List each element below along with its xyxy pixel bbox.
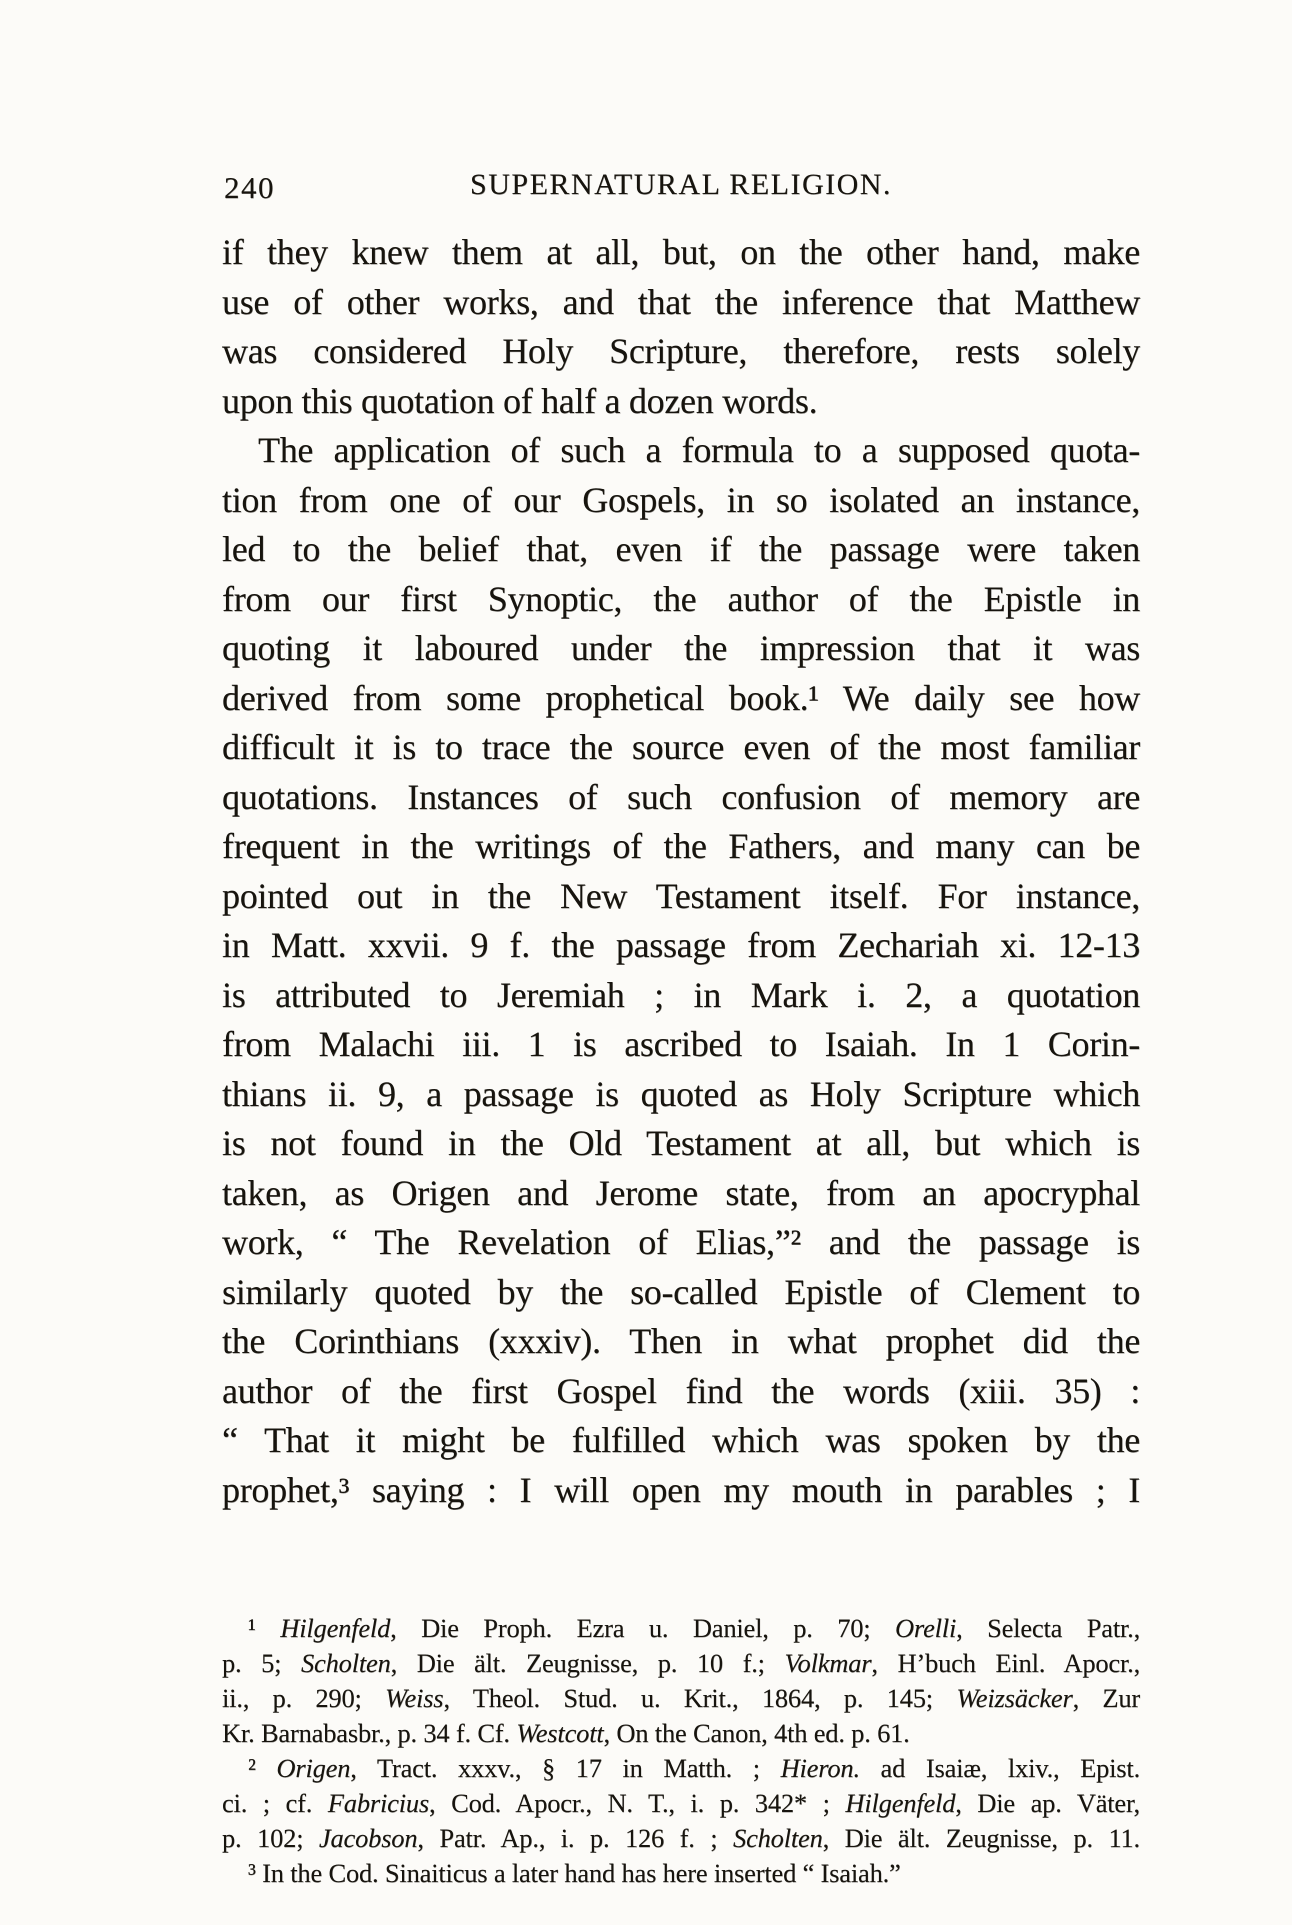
body-text-line: tion from one of our Gospels, in so isolated an instance, [222, 479, 1140, 520]
cited-author-name: Origen [276, 1753, 351, 1783]
body-text-line: in Matt. xxvii. 9 f. the passage from Zechariah xi. 12-13 [222, 925, 1140, 965]
footnote-line [222, 1716, 1140, 1751]
footnote-text: , Patr. Ap., i. p. 126 f. ; [417, 1823, 734, 1853]
body-text-line: is not found in the Old Testament at all, but which is [222, 1123, 1140, 1163]
body-text-line: quoting it laboured under the impression that it was [222, 628, 1140, 668]
body-text-line: the Corinthians (xxxiv). Then in what prophet did the [222, 1321, 1140, 1361]
footnote-line [222, 1751, 1140, 1786]
footnote-text: , Die ält. Zeugnisse, p. 10 f.; [390, 1648, 785, 1678]
footnote-text: p. 5; [222, 1648, 301, 1678]
cited-author-name: Volkmar [784, 1648, 872, 1678]
body-text-line: was considered Holy Scripture, therefore, rests solely [222, 331, 1140, 371]
cited-author-name: Hilgenfeld [280, 1613, 391, 1643]
footnote-line [222, 1646, 1140, 1681]
footnote-line [222, 1856, 1140, 1891]
cited-author-name: Scholten [301, 1648, 391, 1678]
page-header [222, 168, 1140, 204]
footnote-text: ³ In the Cod. Sinaiticus a later hand has here inserted “ Isaiah.” [248, 1858, 901, 1888]
footnote-text: , Die ap. Väter, [955, 1788, 1140, 1818]
footnote-text: , Cod. Apocr., N. T., i. p. 342* ; [429, 1788, 846, 1818]
body-text-line: pointed out in the New Testament itself. For instance, [222, 875, 1140, 916]
footnote-text: , Die ält. Zeugnisse, p. 11. [822, 1823, 1140, 1853]
body-text-line: use of other works, and that the inference that Matthew [222, 281, 1140, 322]
cited-author-name: Hilgenfeld [845, 1788, 956, 1818]
footnote-line [222, 1786, 1140, 1821]
footnote-text: , On the Canon, 4th ed. p. 61. [603, 1718, 910, 1748]
body-text-line: thians ii. 9, a passage is quoted as Holy Scripture which [222, 1073, 1140, 1114]
body-text-line: derived from some prophetical book.¹ We daily see how [222, 677, 1140, 718]
footnote-line [222, 1681, 1140, 1716]
body-text-line: author of the first Gospel find the words (xiii. 35) : [222, 1370, 1140, 1411]
body-text-line: taken, as Origen and Jerome state, from an apocryphal [222, 1172, 1140, 1213]
footnote-line [222, 1611, 1140, 1646]
body-text-line: The application of such a formula to a supposed quota- [258, 430, 1140, 470]
cited-author-name: Weiss [385, 1683, 444, 1713]
page-number: 240 [224, 170, 275, 205]
body-text-line: prophet,³ saying : I will open my mouth in parables ; I [222, 1469, 1140, 1510]
footnote-text: ci. ; cf. [222, 1788, 328, 1818]
body-text-line: upon this quotation of half a dozen words. [222, 380, 818, 421]
footnote-text: , Tract. xxxv., § 17 in Matth. ; [350, 1753, 781, 1783]
body-text-line: difficult it is to trace the source even of the most familiar [222, 727, 1140, 767]
body-text-line: from our first Synoptic, the author of the Epistle in [222, 578, 1140, 619]
body-text-line: similarly quoted by the so-called Epistle of Clement to [222, 1271, 1140, 1312]
footnote-text: ad Isaiæ, lxiv., Epist. [859, 1753, 1140, 1783]
cited-author-name: Westcott [516, 1718, 604, 1748]
footnote-text: , Die Proph. Ezra u. Daniel, p. 70; [390, 1613, 895, 1643]
cited-author-name: Hieron. [780, 1753, 860, 1783]
cited-author-name: Orelli [895, 1613, 957, 1643]
cited-author-name: Fabricius [327, 1788, 430, 1818]
footnote-text: ¹ [248, 1613, 281, 1643]
body-text-line: work, “ The Revelation of Elias,”² and the passage is [222, 1222, 1140, 1262]
body-text-line: led to the belief that, even if the passage were taken [222, 529, 1140, 569]
footnote-text: , Selecta Patr., [956, 1613, 1140, 1643]
footnote-text: , Zur [1072, 1683, 1141, 1713]
body-text-line: “ That it might be fulfilled which was spoken by the [222, 1420, 1140, 1460]
body-text-line: from Malachi iii. 1 is ascribed to Isaiah. In 1 Corin- [222, 1024, 1140, 1064]
cited-author-name: Jacobson [318, 1823, 418, 1853]
footnote-text: Kr. Barnabasbr., p. 34 f. Cf. [222, 1718, 517, 1748]
footnotes [222, 1611, 1140, 1891]
footnote-text: p. 102; [222, 1823, 319, 1853]
cited-author-name: Weizsäcker [956, 1683, 1073, 1713]
page-content [222, 168, 1140, 1891]
cited-author-name: Scholten [733, 1823, 823, 1853]
running-title: SUPERNATURAL RELIGION. [470, 168, 892, 201]
footnote-text: ii., p. 290; [222, 1683, 386, 1713]
footnote-text: ² [248, 1753, 277, 1783]
footnote-text: , H’buch Einl. Apocr., [871, 1648, 1140, 1678]
footnote-line [222, 1821, 1140, 1856]
body-text [222, 228, 1140, 1515]
body-text-line: frequent in the writings of the Fathers, and many can be [222, 826, 1140, 866]
body-text-line: is attributed to Jeremiah ; in Mark i. 2, a quotation [222, 974, 1140, 1015]
body-text-line: if they knew them at all, but, on the other hand, make [222, 232, 1140, 272]
footnote-text: , Theol. Stud. u. Krit., 1864, p. 145; [443, 1683, 957, 1713]
body-text-line: quotations. Instances of such confusion of memory are [222, 776, 1140, 817]
